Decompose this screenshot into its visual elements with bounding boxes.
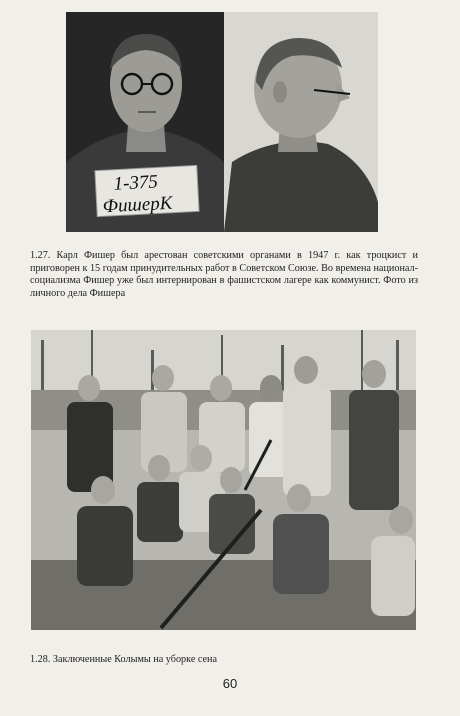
plate-number: 1-375 [113, 171, 159, 195]
figure-1-27-caption: 1.27. Карл Фишер был арестован советскими органами в 1947 г. как троцкист и приговорен к 15 годам принудительных работ в Советском Союзе. Во времена национал-социализма Фишер уже был интернирован в фашистском лагере как коммунист. Фото из личного дела Фишера [30, 250, 418, 299]
page-number: 60 [222, 676, 238, 691]
mugshot-image [66, 12, 378, 232]
mugshot-photo [66, 12, 378, 232]
plate-name: ФишерК [102, 192, 173, 218]
group-photo [31, 330, 416, 630]
group-image [31, 330, 416, 630]
figure-1-28-caption: 1.28. Заключенные Колымы на уборке сена [30, 654, 218, 666]
